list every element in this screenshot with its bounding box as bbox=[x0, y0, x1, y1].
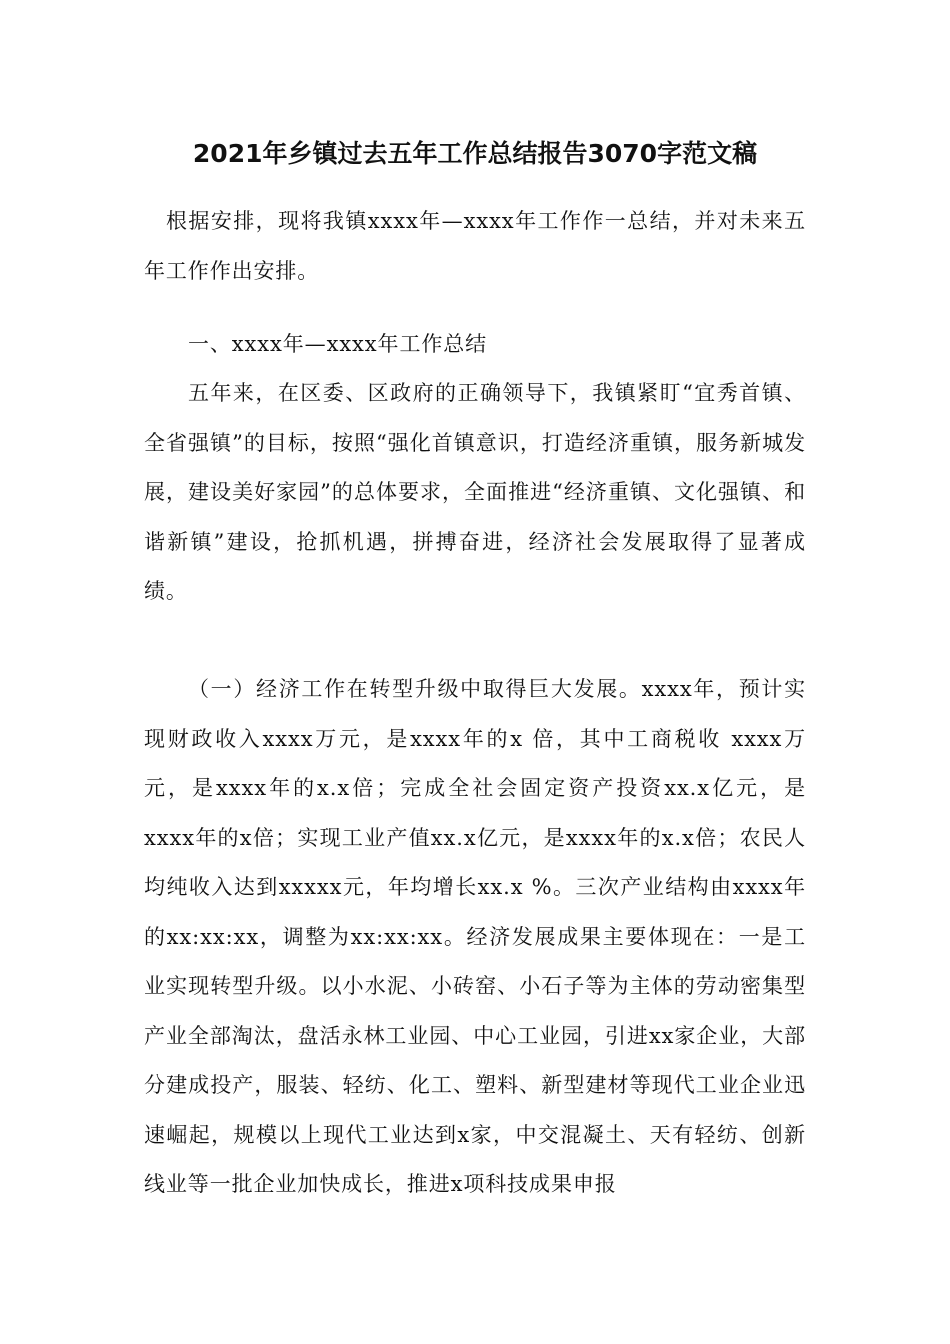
document-title: 2021年乡镇过去五年工作总结报告3070字范文稿 bbox=[192, 139, 758, 168]
document-page bbox=[144, 124, 806, 1210]
section-heading: 一、xxxx年—xxxx年工作总结 bbox=[188, 332, 488, 356]
summary-paragraph: 五年来，在区委、区政府的正确领导下，我镇紧盯“宜秀首镇、全省强镇”的目标，按照“强化首镇意识，打造经济重镇，服务新城发展，建设美好家园”的总体要求，全面推进“经济重镇、文化强镇、和谐新镇”建设，抢抓机遇，拼搏奋进，经济社会发展取得了显著成绩。 bbox=[144, 381, 806, 603]
intro-paragraph: 根据安排，现将我镇xxxx年—xxxx年工作作一总结，并对未来五年工作作出安排。 bbox=[144, 209, 806, 283]
economy-paragraph: （一）经济工作在转型升级中取得巨大发展。xxxx年，预计实现财政收入xxxx万元，是xxxx年的x 倍，其中工商税收 xxxx万元，是xxxx年的x.x倍；完成全社会固定资产投资xx.x亿元，是xxxx年的x倍；实现工业产值xx.x亿元，是xxxx年的x.x倍；农民人均纯收入达到xxxxx元，年均增长xx.x %。三次产业结构由xxxx年的xx:xx:xx，调整为xx:xx:xx。经济发展成果主要体现在：一是工业实现转型升级。以小水泥、小砖窑、小石子等为主体的劳动密集型产业全部淘汰，盘活永林工业园、中心工业园，引进xx家企业，大部分建成投产，服装、轻纺、化工、塑料、新型建材等现代工业企业迅速崛起，规模以上现代工业达到x家，中交混凝土、天有轻纺、创新线业等一批企业加快成长，推进x项科技成果申报 bbox=[144, 677, 806, 1196]
